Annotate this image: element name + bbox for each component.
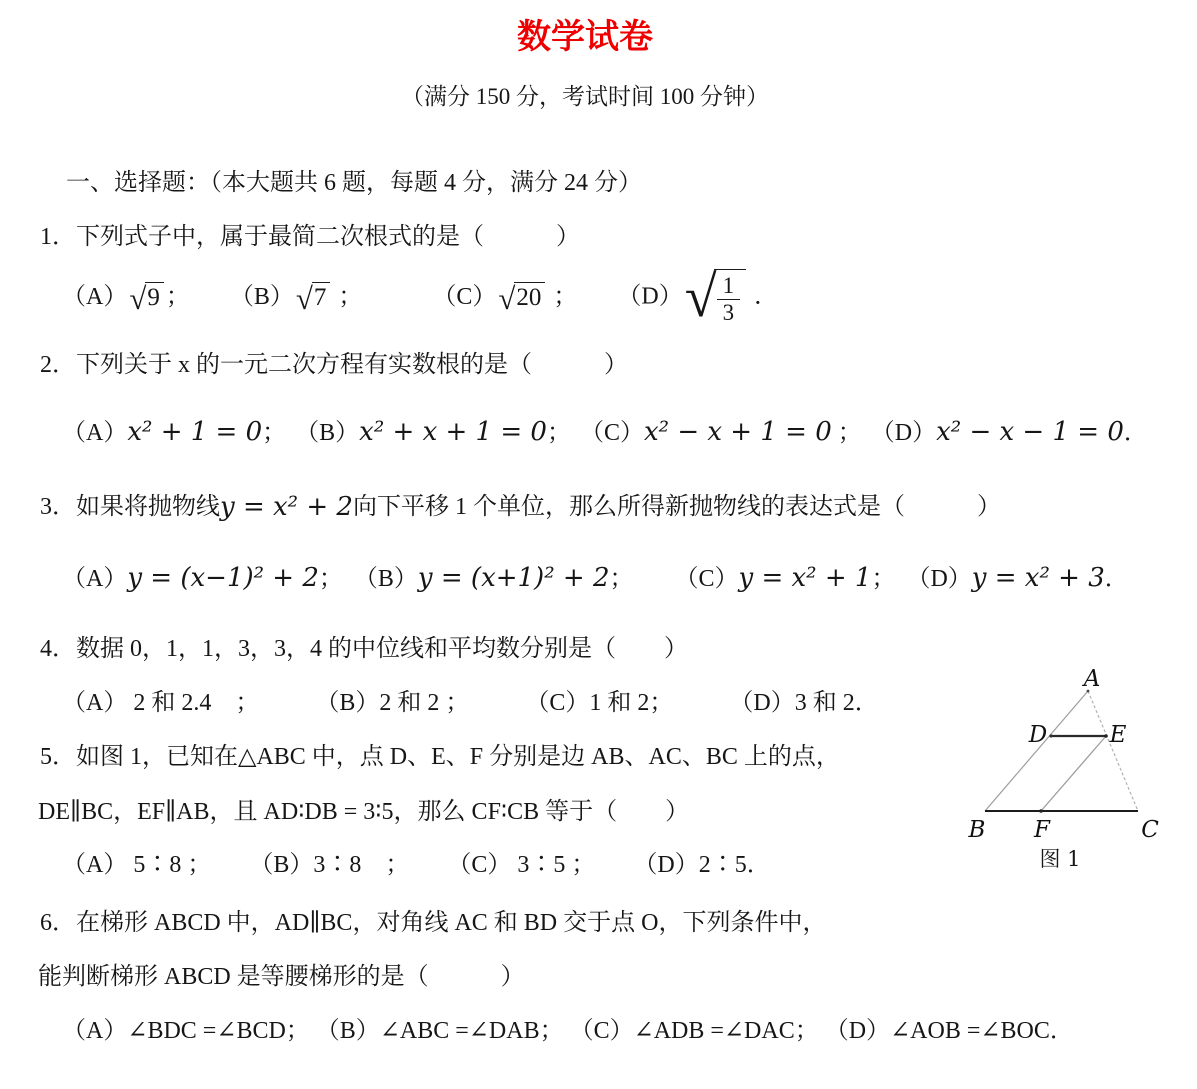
option-text: 2 和 2 ；: [379, 690, 470, 716]
equation: x² − x + 1 = 0: [643, 417, 832, 448]
q3-options: [62, 556, 1129, 602]
option-label: （A）: [62, 283, 128, 310]
option-separator: ；: [547, 283, 578, 310]
q6-option-c: [570, 1016, 819, 1047]
option-text: 5∶8 ；: [127, 852, 212, 878]
option-text: ∠ABC =∠DAB；: [379, 1018, 564, 1044]
point-D: [1049, 734, 1052, 737]
q5-stem-line2: DE∥BC，EF∥AB，且 AD∶DB = 3∶5，那么 CF∶CB 等于（ ）: [38, 799, 690, 825]
q5-option-a: [62, 850, 211, 881]
radicand: [714, 269, 747, 327]
option-label: （B）: [353, 566, 418, 593]
figure-1-triangle: [953, 653, 1197, 878]
q5-option-b: [249, 850, 409, 881]
equation: x² + x + 1 = 0: [359, 417, 547, 448]
equation: y = x² + 3: [971, 563, 1105, 594]
option-separator: ；: [318, 566, 343, 593]
label-F: F: [1034, 817, 1050, 843]
q1-option-d: [617, 263, 779, 329]
radical-sign: √: [498, 281, 516, 317]
exam-subtitle: （满分 150 分，考试时间 100 分钟）: [401, 84, 769, 109]
fraction-denominator: 3: [717, 299, 741, 326]
q1-stem: 1．下列式子中，属于最简二次根式的是（ ）: [40, 224, 580, 250]
label-A: A: [1083, 666, 1101, 692]
q2-option-c: [580, 416, 862, 450]
figure-caption: 图 1: [1039, 847, 1081, 871]
option-text: 3∶8 ；: [313, 852, 410, 878]
section-heading: 一、选择题：（本大题共 6 题，每题 4 分，满分 24 分）: [66, 170, 642, 196]
q3-option-b: [354, 562, 634, 596]
option-text: 3 和 2．: [794, 690, 879, 716]
option-label: （D）: [824, 1018, 891, 1044]
exam-title: 数学试卷: [517, 19, 653, 56]
radicand: 9: [145, 282, 164, 311]
option-label: （A）: [62, 420, 128, 447]
option-text: 3∶5 ；: [511, 852, 596, 878]
q1-option-c: [432, 281, 578, 317]
line-EF: [1041, 736, 1106, 811]
q3-option-a: [62, 562, 343, 596]
option-text: ∠AOB =∠BOC．: [890, 1018, 1074, 1044]
option-separator: ；: [871, 566, 896, 593]
radical-sign: √: [129, 281, 147, 317]
line-AB: [985, 691, 1088, 811]
option-label: （D）: [906, 566, 972, 593]
q5-stem-line1: 5．如图 1，已知在△ABC 中，点 D、E、F 分别是边 AB、AC、BC 上的点，: [40, 744, 840, 770]
option-label: （A）: [62, 852, 128, 878]
option-label: （A）: [62, 1018, 128, 1044]
point-F: [1039, 809, 1043, 813]
option-label: （A）: [62, 566, 128, 593]
q6-option-a: [62, 1016, 310, 1047]
sqrt-fraction-expression: [684, 263, 746, 329]
option-label: （B）: [315, 690, 380, 716]
q2-option-a: [62, 416, 286, 450]
q1-option-b: [229, 281, 363, 317]
q4-option-d: [729, 688, 878, 719]
radical-sign: √: [295, 281, 313, 317]
option-separator: ；: [262, 420, 287, 447]
q6-options: [62, 1016, 1074, 1047]
q4-stem: 4．数据 0，1，1，3，3，4 的中位线和平均数分别是（ ）: [40, 636, 688, 662]
option-separator: ．: [1104, 566, 1129, 593]
q4-options: [62, 688, 879, 719]
option-separator: ；: [831, 420, 862, 447]
option-label: （C）: [579, 420, 644, 447]
q5-option-d: [633, 850, 770, 881]
q3-stem-text: 3．如果将抛物线: [40, 494, 220, 521]
option-label: （C）: [447, 852, 512, 878]
option-label: （D）: [870, 420, 937, 447]
sqrt-expression: [129, 281, 164, 317]
line-AC: [1088, 691, 1138, 811]
option-label: （B）: [315, 1018, 380, 1044]
equation: y = x² + 2: [220, 492, 353, 523]
sqrt-expression: [498, 281, 545, 317]
q2-options: [62, 410, 1148, 456]
option-text: ∠BDC =∠BCD；: [127, 1018, 310, 1044]
option-separator: ；: [332, 283, 363, 310]
option-text: ∠ADB =∠DAC；: [633, 1018, 819, 1044]
q1-options: [62, 255, 778, 340]
option-separator: ．: [748, 283, 779, 310]
q6-stem-line1: 6．在梯形 ABCD 中，AD∥BC，对角线 AC 和 BD 交于点 O，下列条件中，: [40, 910, 827, 936]
option-label: （C）: [569, 1018, 634, 1044]
option-label: （B）: [295, 420, 360, 447]
q6-option-b: [316, 1016, 564, 1047]
radicand: 7: [312, 282, 331, 311]
option-label: （A）: [62, 690, 128, 716]
option-label: （D）: [729, 690, 795, 716]
equation: x² + 1 = 0: [127, 417, 263, 448]
point-E: [1104, 734, 1108, 738]
q3-option-c: [674, 562, 895, 596]
option-label: （D）: [617, 283, 683, 310]
option-label: （D）: [633, 852, 699, 878]
fraction-numerator: 1: [722, 272, 735, 298]
option-text: 2∶5．: [698, 852, 771, 878]
label-B: B: [968, 817, 986, 843]
q5-options: [62, 850, 771, 881]
option-label: （C）: [674, 566, 739, 593]
equation: y = x² + 1: [738, 563, 872, 594]
q3-stem-text: 向下平移 1 个单位，那么所得新抛物线的表达式是（ ）: [352, 494, 1001, 521]
q5-option-c: [447, 850, 595, 881]
equation: y = (x+1)² + 2: [417, 563, 610, 594]
option-text: 2 和 2.4 ；: [127, 690, 260, 716]
equation: y = (x−1)² + 2: [127, 563, 319, 594]
label-D: D: [1028, 722, 1048, 748]
label-E: E: [1109, 722, 1127, 748]
equation: x² − x − 1 = 0: [936, 417, 1124, 448]
q6-option-d: [825, 1016, 1074, 1047]
option-label: （B）: [229, 283, 294, 310]
option-label: （C）: [432, 283, 497, 310]
option-label: （C）: [525, 690, 590, 716]
q4-option-c: [525, 688, 673, 719]
option-separator: ；: [609, 566, 634, 593]
label-C: C: [1141, 817, 1159, 843]
radicand: 20: [514, 282, 545, 311]
option-separator: ．: [1123, 420, 1148, 447]
q4-option-a: [62, 688, 259, 719]
sqrt-expression: [295, 281, 331, 317]
q3-stem: [40, 487, 1001, 529]
q4-option-b: [315, 688, 469, 719]
q6-stem-line2: 能判断梯形 ABCD 是等腰梯形的是（ ）: [38, 964, 525, 990]
q3-option-d: [906, 562, 1128, 596]
q2-option-b: [295, 416, 571, 450]
option-text: 1 和 2；: [589, 690, 674, 716]
q1-option-a: [62, 281, 190, 317]
option-separator: ；: [165, 283, 190, 310]
option-separator: ；: [546, 420, 571, 447]
q2-stem: 2．下列关于 x 的一元二次方程有实数根的是（ ）: [40, 352, 628, 378]
fraction: [717, 273, 741, 327]
q2-option-d: [871, 416, 1148, 450]
radical-sign: √: [684, 263, 717, 329]
option-label: （B）: [249, 852, 314, 878]
